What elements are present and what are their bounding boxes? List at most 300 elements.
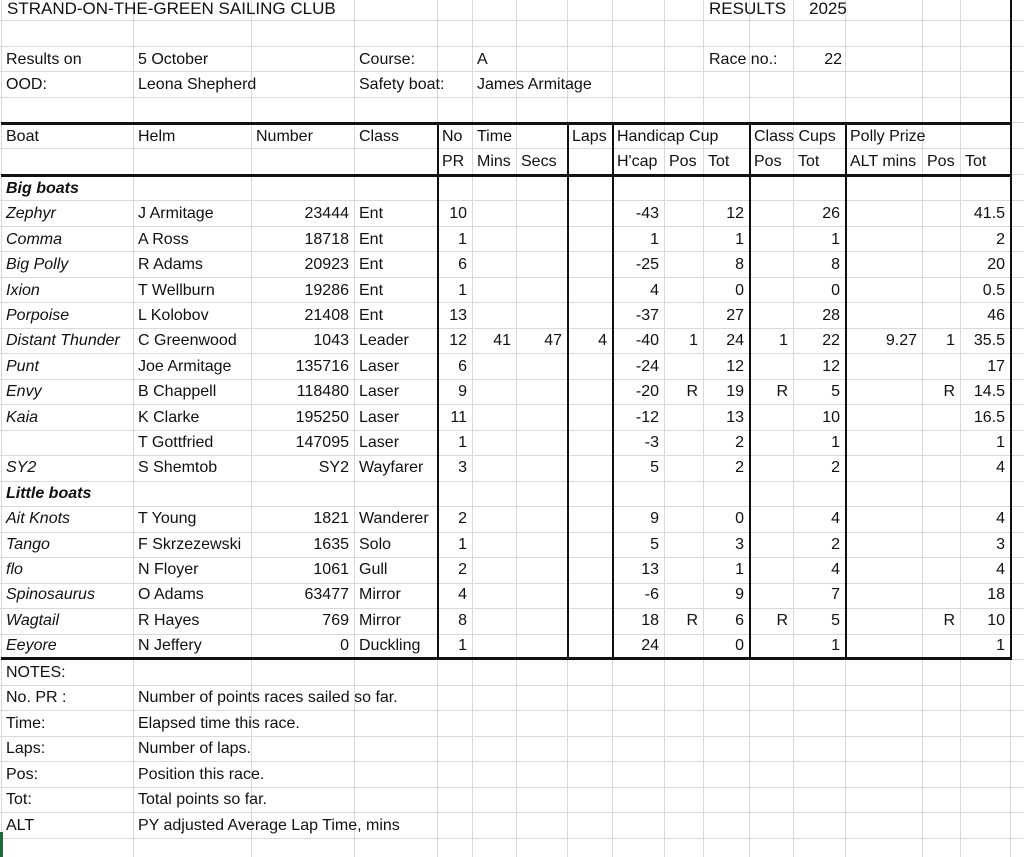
cell-helm[interactable]: S Shemtob (138, 459, 218, 476)
cell-cc-pos[interactable] (749, 278, 793, 303)
cell-pp-tot[interactable]: 0.5 (982, 282, 1005, 299)
cell-mins[interactable] (472, 430, 516, 455)
cell-mins[interactable]: 41 (493, 332, 511, 349)
cell-boat[interactable]: Kaia (6, 409, 39, 426)
cell-pp-pos[interactable] (922, 201, 960, 226)
cell-cc-pos[interactable] (749, 354, 793, 379)
cell-hcap[interactable]: -25 (635, 256, 659, 273)
cell-alt[interactable] (845, 557, 922, 582)
cell-pp-tot[interactable]: 4 (996, 459, 1005, 476)
cell-laps[interactable] (567, 252, 612, 277)
cell-hc-pos[interactable] (664, 506, 703, 531)
cell-hcap[interactable]: 13 (641, 561, 659, 578)
cell-hc-pos[interactable] (664, 582, 703, 607)
cell-cc-pos[interactable] (749, 201, 793, 226)
cell-cc-pos[interactable]: R (776, 612, 788, 629)
cell-helm[interactable]: B Chappell (138, 383, 217, 400)
cell-laps[interactable] (567, 303, 612, 328)
cell-pp-tot[interactable]: 10 (987, 612, 1005, 629)
cell-laps[interactable] (567, 405, 612, 430)
cell-pp-tot[interactable]: 18 (987, 586, 1005, 603)
cell-helm[interactable]: T Gottfried (138, 434, 214, 451)
cell-number[interactable]: 1635 (313, 536, 349, 553)
cell-helm[interactable]: T Young (138, 510, 197, 527)
cell-hc-pos[interactable] (664, 354, 703, 379)
cell-hc-pos[interactable] (664, 201, 703, 226)
cell-cc-tot[interactable]: 1 (831, 637, 840, 654)
col-header-secs: Secs (521, 153, 557, 170)
note-description: PY adjusted Average Lap Time, mins (138, 817, 400, 834)
cell-pp-tot[interactable]: 1 (996, 434, 1005, 451)
section-title: Little boats (6, 485, 92, 502)
cell-cc-pos[interactable] (749, 252, 793, 277)
cell-pr[interactable]: 1 (458, 637, 467, 654)
cell-pp-tot[interactable]: 3 (996, 536, 1005, 553)
cell-hc-tot[interactable]: 19 (726, 383, 744, 400)
cell-hc-tot[interactable]: 0 (735, 637, 744, 654)
cell-pp-pos[interactable] (922, 557, 960, 582)
cell-cc-pos[interactable] (749, 557, 793, 582)
cell-hc-pos[interactable] (664, 430, 703, 455)
cell-number[interactable]: 135716 (295, 358, 349, 375)
cell-helm[interactable]: N Floyer (138, 561, 199, 578)
cell-alt[interactable] (845, 633, 922, 658)
cell-secs[interactable] (516, 201, 567, 226)
cell-mins[interactable] (472, 455, 516, 480)
cell-laps[interactable] (567, 582, 612, 607)
cell-pr[interactable]: 4 (458, 586, 467, 603)
cell-cc-tot[interactable]: 0 (831, 282, 840, 299)
cell-hc-pos[interactable]: 1 (689, 332, 698, 349)
cell-boat[interactable]: Spinosaurus (6, 586, 95, 603)
cell-hcap[interactable]: -40 (635, 332, 659, 349)
cell-pr[interactable]: 10 (449, 205, 467, 222)
cell-mins[interactable] (472, 557, 516, 582)
cell-secs[interactable] (516, 557, 567, 582)
cell-hcap[interactable]: -3 (644, 434, 659, 451)
cell-secs[interactable] (516, 633, 567, 658)
cell-boat[interactable]: Big Polly (6, 256, 69, 273)
cell-helm[interactable]: R Hayes (138, 612, 200, 629)
cell-class[interactable]: Wayfarer (359, 459, 424, 476)
cell-cc-tot[interactable]: 1 (831, 231, 840, 248)
cell-number[interactable]: 18718 (304, 231, 349, 248)
cell-pr[interactable]: 2 (458, 561, 467, 578)
cell-cc-tot[interactable]: 2 (831, 459, 840, 476)
cell-cc-tot[interactable]: 4 (831, 561, 840, 578)
cell-hc-pos[interactable] (664, 278, 703, 303)
cell-hcap[interactable]: -43 (635, 205, 659, 222)
col-header-cc-pos: Pos (754, 153, 782, 170)
cell-pp-tot[interactable]: 2 (996, 231, 1005, 248)
cell-cc-pos[interactable] (749, 303, 793, 328)
cell-boat[interactable]: Comma (6, 231, 63, 248)
cell-mins[interactable] (472, 227, 516, 252)
cell-alt[interactable] (845, 278, 922, 303)
cell-class[interactable]: Mirror (359, 612, 401, 629)
col-header-laps: Laps (572, 128, 607, 145)
cell-hc-pos[interactable] (664, 455, 703, 480)
cell-pp-pos[interactable] (922, 303, 960, 328)
cell-hc-pos[interactable] (664, 532, 703, 557)
cell-laps[interactable] (567, 633, 612, 658)
cell-hc-tot[interactable]: 6 (735, 612, 744, 629)
cell-helm[interactable]: J Armitage (138, 205, 214, 222)
cell-pr[interactable]: 6 (458, 256, 467, 273)
cell-boat[interactable]: Porpoise (6, 307, 70, 324)
cell-secs[interactable] (516, 608, 567, 633)
col-header-cc-tot: Tot (798, 153, 820, 170)
cell-hc-tot[interactable]: 0 (735, 510, 744, 527)
cell-pp-tot[interactable]: 20 (987, 256, 1005, 273)
cell-cc-pos[interactable]: 1 (779, 332, 788, 349)
cell-mins[interactable] (472, 506, 516, 531)
cell-laps[interactable] (567, 532, 612, 557)
cell-pr[interactable]: 1 (458, 536, 467, 553)
cell-pr[interactable]: 2 (458, 510, 467, 527)
cell-helm[interactable]: K Clarke (138, 409, 200, 426)
cell-number[interactable]: 1821 (313, 510, 349, 527)
cell-cc-pos[interactable]: R (776, 383, 788, 400)
col-header-polly-prize: Polly Prize (850, 128, 926, 145)
cell-cc-tot[interactable]: 5 (831, 383, 840, 400)
cell-laps[interactable] (567, 278, 612, 303)
cell-secs[interactable] (516, 227, 567, 252)
cell-helm[interactable]: Joe Armitage (138, 358, 232, 375)
cell-boat[interactable]: Eeyore (6, 637, 57, 654)
cell-cc-tot[interactable]: 26 (822, 205, 840, 222)
cell-pp-tot[interactable]: 46 (987, 307, 1005, 324)
cell-boat[interactable] (1, 430, 133, 455)
cell-pp-pos[interactable] (922, 354, 960, 379)
cell-hc-tot[interactable]: 2 (735, 434, 744, 451)
cell-hc-tot[interactable]: 13 (726, 409, 744, 426)
cell-cc-tot[interactable]: 10 (822, 409, 840, 426)
cell-pr[interactable]: 8 (458, 612, 467, 629)
cell-class[interactable]: Ent (359, 256, 384, 273)
cell-hc-pos[interactable] (664, 633, 703, 658)
cell-class[interactable]: Leader (359, 332, 409, 349)
cell-alt[interactable] (845, 582, 922, 607)
cell-pp-tot[interactable]: 1 (996, 637, 1005, 654)
race-no-label: Race no.: (709, 51, 778, 68)
cell-alt[interactable] (845, 252, 922, 277)
cell-pr[interactable]: 11 (450, 409, 467, 426)
cell-pp-tot[interactable]: 4 (996, 561, 1005, 578)
cell-secs[interactable] (516, 278, 567, 303)
cell-secs[interactable] (516, 455, 567, 480)
cell-helm[interactable]: C Greenwood (138, 332, 237, 349)
cell-cc-tot[interactable]: 5 (831, 612, 840, 629)
cell-laps[interactable] (567, 506, 612, 531)
cell-number[interactable]: 0 (340, 637, 349, 654)
cell-helm[interactable]: A Ross (138, 231, 189, 248)
cell-helm[interactable]: O Adams (138, 586, 204, 603)
cell-pr[interactable]: 6 (458, 358, 467, 375)
cell-pr[interactable]: 9 (458, 383, 467, 400)
cell-secs[interactable] (516, 252, 567, 277)
cell-number[interactable]: SY2 (318, 459, 349, 476)
cell-number[interactable]: 118480 (296, 383, 349, 400)
cell-number[interactable]: 147095 (295, 434, 349, 451)
cell-hc-tot[interactable]: 12 (726, 205, 744, 222)
cell-pp-pos[interactable] (922, 278, 960, 303)
cell-number[interactable]: 20923 (304, 256, 349, 273)
note-description: Number of points races sailed so far. (138, 689, 398, 706)
cell-number[interactable]: 769 (322, 612, 349, 629)
results-on-value[interactable]: 5 October (138, 51, 209, 68)
cell-number[interactable]: 1043 (313, 332, 349, 349)
cell-pp-pos[interactable] (922, 582, 960, 607)
cell-secs[interactable] (516, 379, 567, 404)
cell-boat[interactable]: Zephyr (6, 205, 56, 222)
cell-alt[interactable]: 9.27 (885, 332, 917, 349)
cell-hcap[interactable]: 5 (650, 459, 659, 476)
cell-class[interactable]: Laser (359, 409, 400, 426)
col-header-alt-mins: ALT mins (850, 153, 917, 170)
cell-pp-pos[interactable]: R (943, 383, 955, 400)
cell-hc-tot[interactable]: 1 (735, 561, 744, 578)
cell-pp-pos[interactable] (922, 633, 960, 658)
cell-hc-tot[interactable]: 9 (735, 586, 744, 603)
cell-cc-tot[interactable]: 12 (822, 358, 840, 375)
cell-boat[interactable]: SY2 (6, 459, 37, 476)
cell-hc-pos[interactable]: R (686, 383, 698, 400)
cell-hc-tot[interactable]: 2 (735, 459, 744, 476)
cell-hcap[interactable]: -20 (635, 383, 659, 400)
cell-pp-pos[interactable] (922, 430, 960, 455)
cell-hcap[interactable]: -6 (644, 586, 659, 603)
cell-class[interactable]: Mirror (359, 586, 401, 603)
col-header-pp-tot: Tot (965, 153, 987, 170)
cell-mins[interactable] (472, 608, 516, 633)
cell-cc-pos[interactable] (749, 633, 793, 658)
cell-helm[interactable]: R Adams (138, 256, 203, 273)
cell-mins[interactable] (472, 201, 516, 226)
cell-hc-tot[interactable]: 12 (726, 358, 744, 375)
cell-pp-pos[interactable] (922, 227, 960, 252)
cell-pp-tot[interactable]: 4 (996, 510, 1005, 527)
cell-cc-tot[interactable]: 1 (831, 434, 840, 451)
cell-mins[interactable] (472, 379, 516, 404)
safety-boat-value[interactable]: James Armitage (477, 76, 592, 93)
cell-pp-tot[interactable]: 35.5 (973, 332, 1005, 349)
cell-pp-pos[interactable] (922, 532, 960, 557)
cell-boat[interactable]: Tango (6, 536, 50, 553)
gridline-horizontal (0, 481, 1024, 482)
col-header-time: Time (477, 128, 512, 145)
cell-mins[interactable] (472, 278, 516, 303)
cell-hcap[interactable]: 1 (650, 231, 659, 248)
cell-laps[interactable] (567, 455, 612, 480)
cell-hcap[interactable]: 24 (641, 637, 659, 654)
cell-boat[interactable]: Distant Thunder (6, 332, 120, 349)
cell-boat[interactable]: Wagtail (6, 612, 60, 629)
cell-pp-tot[interactable]: 41.5 (973, 205, 1005, 222)
cell-hc-pos[interactable] (664, 252, 703, 277)
cell-mins[interactable] (472, 405, 516, 430)
cell-pp-pos[interactable] (922, 506, 960, 531)
col-header-mins: Mins (477, 153, 511, 170)
cell-secs[interactable] (516, 303, 567, 328)
cell-alt[interactable] (845, 379, 922, 404)
cell-helm[interactable]: F Skrzezewski (138, 536, 242, 553)
cell-secs[interactable] (516, 532, 567, 557)
cell-cc-pos[interactable] (749, 227, 793, 252)
cell-hcap[interactable]: 4 (650, 282, 659, 299)
col-header-handicap-cup: Handicap Cup (617, 128, 719, 145)
cell-laps[interactable] (567, 430, 612, 455)
cell-alt[interactable] (845, 227, 922, 252)
cell-class[interactable]: Laser (359, 383, 400, 400)
cell-laps[interactable] (567, 608, 612, 633)
cell-class[interactable]: Laser (359, 434, 400, 451)
cell-number[interactable]: 19286 (304, 282, 349, 299)
cell-hc-pos[interactable] (664, 405, 703, 430)
cell-alt[interactable] (845, 354, 922, 379)
cell-number[interactable]: 21408 (304, 307, 349, 324)
cell-boat[interactable]: Ait Knots (6, 510, 71, 527)
col-header-hcap: H'cap (617, 153, 658, 170)
cell-pp-tot[interactable]: 14.5 (973, 383, 1005, 400)
cell-cc-tot[interactable]: 4 (831, 510, 840, 527)
cell-laps[interactable]: 4 (598, 332, 607, 349)
cell-cc-pos[interactable] (749, 405, 793, 430)
ood-label: OOD: (6, 76, 47, 93)
cell-hc-tot[interactable]: 8 (735, 256, 744, 273)
cell-helm[interactable]: N Jeffery (138, 637, 202, 654)
cell-boat[interactable]: Punt (6, 358, 39, 375)
col-header-pr: PR (442, 153, 465, 170)
cell-secs[interactable] (516, 582, 567, 607)
results-year: 2025 (809, 0, 847, 18)
cell-hcap[interactable]: 5 (650, 536, 659, 553)
cell-alt[interactable] (845, 532, 922, 557)
cell-cc-tot[interactable]: 2 (831, 536, 840, 553)
cell-mins[interactable] (472, 532, 516, 557)
cell-hc-tot[interactable]: 3 (735, 536, 744, 553)
cell-cc-tot[interactable]: 22 (822, 332, 840, 349)
cell-secs[interactable]: 47 (544, 332, 562, 349)
cell-hcap[interactable]: -37 (635, 307, 659, 324)
cell-mins[interactable] (472, 303, 516, 328)
cell-pp-pos[interactable] (922, 455, 960, 480)
cell-hcap[interactable]: -12 (635, 409, 659, 426)
cell-pp-pos[interactable] (922, 252, 960, 277)
cell-hc-tot[interactable]: 0 (735, 282, 744, 299)
cell-laps[interactable] (567, 354, 612, 379)
cell-boat[interactable]: Ixion (6, 282, 40, 299)
cell-boat[interactable]: flo (6, 561, 23, 578)
cell-laps[interactable] (567, 557, 612, 582)
cell-pr[interactable]: 1 (458, 434, 467, 451)
cell-cc-tot[interactable]: 7 (831, 586, 840, 603)
cell-cc-pos[interactable] (749, 506, 793, 531)
cell-hc-tot[interactable]: 1 (735, 231, 744, 248)
course-value[interactable]: A (477, 51, 488, 68)
cell-mins[interactable] (472, 582, 516, 607)
cell-pp-tot[interactable]: 16.5 (973, 409, 1005, 426)
cell-boat[interactable]: Envy (6, 383, 42, 400)
gridline-horizontal (0, 97, 1024, 98)
cell-pr[interactable]: 1 (458, 231, 467, 248)
cell-laps[interactable] (567, 379, 612, 404)
cell-laps[interactable] (567, 201, 612, 226)
cell-pp-pos[interactable]: 1 (946, 332, 955, 349)
cell-pr[interactable]: 12 (449, 332, 467, 349)
cell-helm[interactable]: T Wellburn (138, 282, 215, 299)
cell-pr[interactable]: 1 (458, 282, 467, 299)
cell-pp-pos[interactable] (922, 405, 960, 430)
cell-hcap[interactable]: 9 (650, 510, 659, 527)
cell-pr[interactable]: 13 (449, 307, 467, 324)
cell-class[interactable]: Ent (359, 231, 384, 248)
cell-class[interactable]: Wanderer (359, 510, 429, 527)
cell-secs[interactable] (516, 354, 567, 379)
cell-helm[interactable]: L Kolobov (138, 307, 209, 324)
cell-cc-pos[interactable] (749, 430, 793, 455)
cell-class[interactable]: Ent (359, 205, 384, 222)
active-cell-indicator (0, 832, 3, 857)
cell-hc-pos[interactable]: R (686, 612, 698, 629)
cell-class[interactable]: Solo (359, 536, 392, 553)
ood-value[interactable]: Leona Shepherd (138, 76, 257, 93)
cell-cc-pos[interactable] (749, 532, 793, 557)
cell-mins[interactable] (472, 633, 516, 658)
cell-alt[interactable] (845, 506, 922, 531)
cell-hc-pos[interactable] (664, 557, 703, 582)
cell-cc-tot[interactable]: 8 (831, 256, 840, 273)
results-on-label: Results on (6, 51, 82, 68)
cell-alt[interactable] (845, 303, 922, 328)
cell-mins[interactable] (472, 354, 516, 379)
cell-laps[interactable] (567, 227, 612, 252)
cell-pp-tot[interactable]: 17 (987, 358, 1005, 375)
cell-cc-pos[interactable] (749, 455, 793, 480)
cell-hc-tot[interactable]: 24 (726, 332, 744, 349)
cell-cc-pos[interactable] (749, 582, 793, 607)
cell-hc-pos[interactable] (664, 227, 703, 252)
cell-number[interactable]: 1061 (313, 561, 349, 578)
cell-class[interactable]: Laser (359, 358, 400, 375)
cell-mins[interactable] (472, 252, 516, 277)
cell-hcap[interactable]: -24 (635, 358, 659, 375)
cell-hc-tot[interactable]: 27 (726, 307, 744, 324)
cell-alt[interactable] (845, 608, 922, 633)
cell-hcap[interactable]: 18 (641, 612, 659, 629)
cell-secs[interactable] (516, 430, 567, 455)
cell-hc-pos[interactable] (664, 303, 703, 328)
cell-cc-tot[interactable]: 28 (822, 307, 840, 324)
cell-alt[interactable] (845, 201, 922, 226)
cell-alt[interactable] (845, 430, 922, 455)
cell-class[interactable]: Ent (359, 307, 384, 324)
cell-class[interactable]: Gull (359, 561, 388, 578)
cell-alt[interactable] (845, 405, 922, 430)
cell-alt[interactable] (845, 455, 922, 480)
cell-pp-pos[interactable]: R (943, 612, 955, 629)
cell-number[interactable]: 63477 (304, 586, 349, 603)
note-term: Pos: (6, 766, 39, 783)
cell-class[interactable]: Ent (359, 282, 384, 299)
cell-number[interactable]: 195250 (295, 409, 349, 426)
cell-number[interactable]: 23444 (304, 205, 349, 222)
cell-pr[interactable]: 3 (458, 459, 467, 476)
cell-class[interactable]: Duckling (359, 637, 421, 654)
cell-secs[interactable] (516, 506, 567, 531)
race-no-value[interactable]: 22 (824, 51, 842, 68)
cell-secs[interactable] (516, 405, 567, 430)
